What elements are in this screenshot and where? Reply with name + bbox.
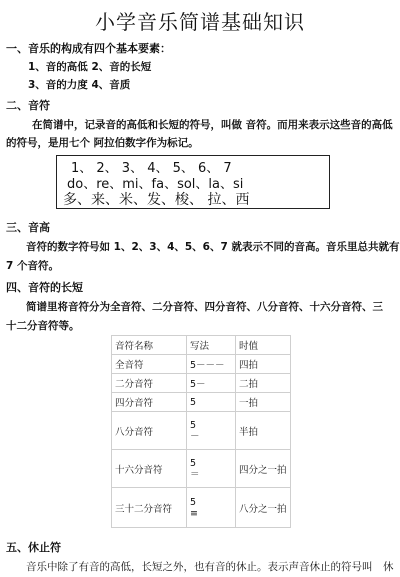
solfege-box <box>56 155 330 209</box>
note-value: 半拍 <box>236 412 291 450</box>
note-underline: － <box>190 430 200 442</box>
table-row <box>112 393 291 412</box>
note-duration-table <box>111 335 291 528</box>
duration-paragraph-line-2: 十二分音符等。 <box>6 320 80 332</box>
note-name: 全音符 <box>112 355 187 374</box>
header-writing: 写法 <box>187 336 236 355</box>
elements-line-2: 3、音的力度 4、音质 <box>28 79 131 91</box>
note-value: 二拍 <box>236 374 291 393</box>
section-4-heading: 四、音符的长短 <box>6 281 83 294</box>
box-solfege: do、re、mi、fa、sol、la、si <box>67 177 244 192</box>
section-3-heading: 三、音高 <box>6 221 50 234</box>
note-writing: 5 <box>190 419 197 431</box>
notes-paragraph-line-2: 的符号，是用七个 阿拉伯数字作为标记。 <box>6 137 199 149</box>
notes-paragraph-line-1: 在简谱中，记录音的高低和长短的符号，叫做 音符。而用来表示这些音的高低 <box>32 119 393 131</box>
elements-line-1: 1、音的高低 2、音的长短 <box>28 61 152 73</box>
document-title: 小学音乐简谱基础知识 <box>95 10 305 34</box>
note-name: 二分音符 <box>112 374 187 393</box>
section-2-heading: 二、音符 <box>6 99 50 112</box>
section-5-heading: 五、休止符 <box>6 541 61 554</box>
note-underline: ≡ <box>190 507 198 519</box>
table-row <box>112 355 291 374</box>
note-writing-cell <box>187 412 236 450</box>
note-writing: 5－ <box>187 374 236 393</box>
note-name: 八分音符 <box>112 412 187 450</box>
table-row <box>112 412 291 450</box>
pitch-paragraph-line-2: 7 个音符。 <box>6 260 59 272</box>
duration-paragraph-line-1: 简谱里将音符分为全音符、二分音符、四分音符、八分音符、十六分音符、三 <box>26 301 383 313</box>
rest-paragraph-line-1: 音乐中除了有音的高低，长短之外，也有音的休止。表示声音休止的符号叫 休 <box>26 561 394 573</box>
note-writing-cell <box>187 488 236 528</box>
table-row <box>112 450 291 488</box>
note-underline: ＝ <box>190 468 200 480</box>
note-value: 四分之一拍 <box>236 450 291 488</box>
note-writing: 5－－－ <box>187 355 236 374</box>
note-writing: 5 <box>190 457 197 469</box>
pitch-paragraph-line-1: 音符的数字符号如 1、2、3、4、5、6、7 就表示不同的音高。音乐里总共就有 <box>26 241 400 253</box>
note-value: 四拍 <box>236 355 291 374</box>
note-name: 四分音符 <box>112 393 187 412</box>
note-value: 一拍 <box>236 393 291 412</box>
note-name: 三十二分音符 <box>112 488 187 528</box>
section-1-heading: 一、音乐的构成有四个基本要素： <box>6 42 171 55</box>
box-numbers: 1、 2、 3、 4、 5、 6、 7 <box>71 161 232 176</box>
table-row <box>112 374 291 393</box>
note-writing-cell <box>187 450 236 488</box>
header-name: 音符名称 <box>112 336 187 355</box>
note-name: 十六分音符 <box>112 450 187 488</box>
box-chinese: 多、来、米、发、梭、 拉、西 <box>63 192 250 208</box>
header-value: 时值 <box>236 336 291 355</box>
note-value: 八分之一拍 <box>236 488 291 528</box>
note-writing: 5 <box>190 496 197 508</box>
table-row <box>112 488 291 528</box>
note-writing: 5 <box>187 393 236 412</box>
table-header-row <box>112 336 291 355</box>
